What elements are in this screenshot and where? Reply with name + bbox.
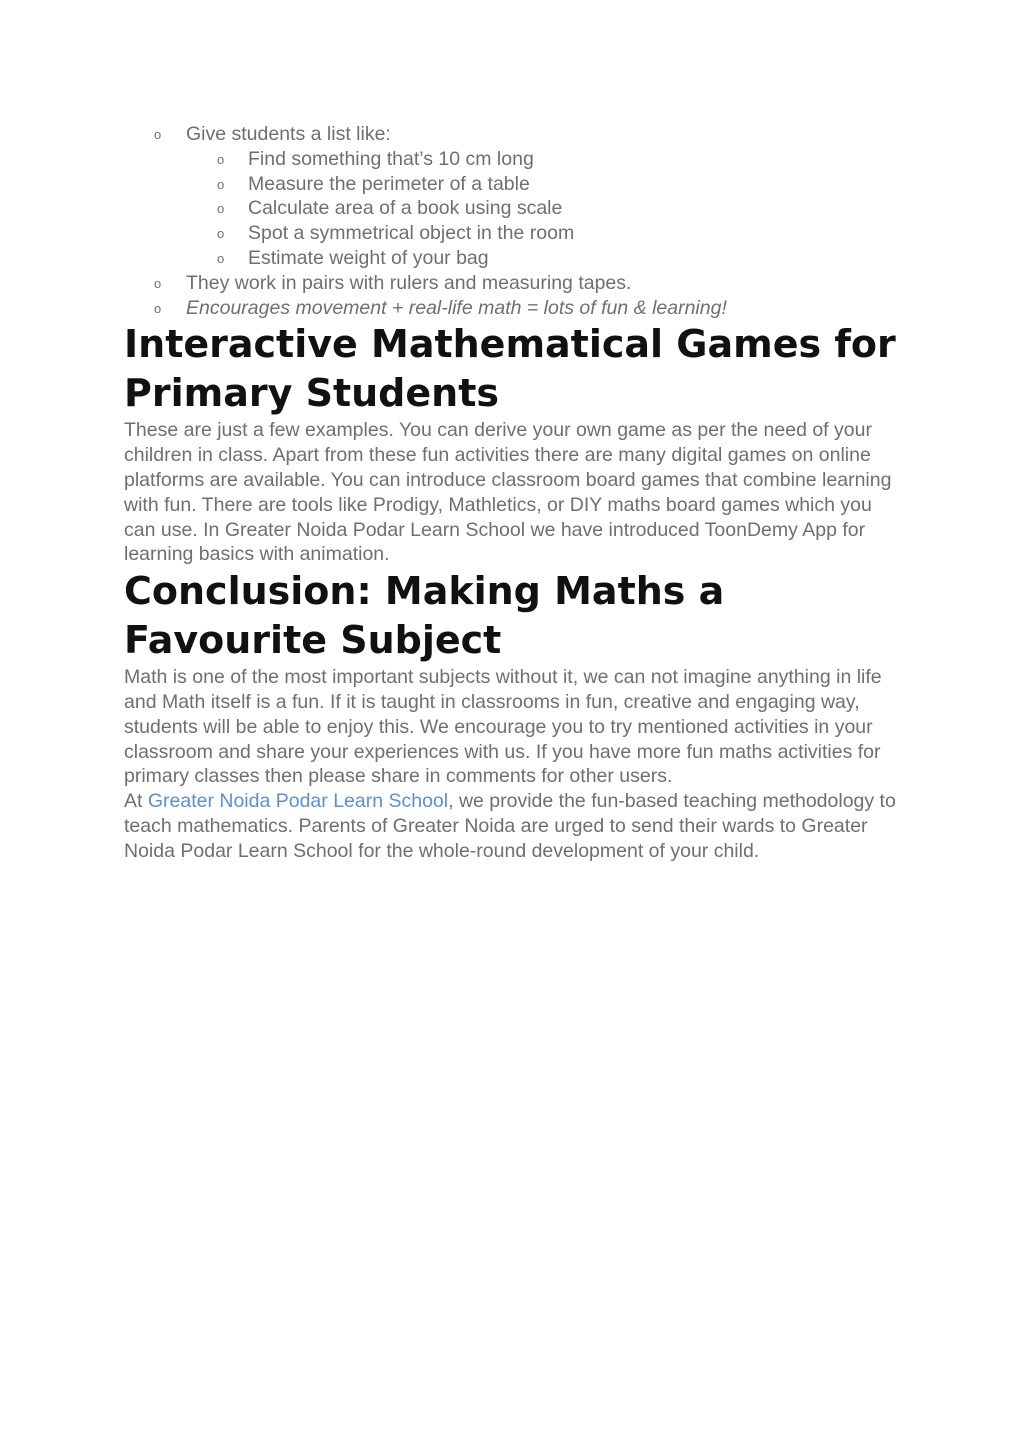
bullet-marker: o — [217, 250, 225, 266]
sub-list-item — [124, 246, 904, 271]
school-link[interactable]: Greater Noida Podar Learn School — [147, 790, 449, 813]
bullet-marker: o — [154, 300, 162, 316]
closing-prefix: At — [124, 790, 148, 813]
sub-list-item — [124, 221, 904, 246]
sub-list-item-text: Find something that’s 10 cm long — [248, 147, 534, 170]
closing-suffix: , we provide the fun-based teaching methodology to teach mathematics. Parents of Greater Noida are urged to send their wards to Greater Noida Podar Learn School for the whole-round development of your child. — [124, 790, 896, 862]
list-item — [124, 271, 904, 296]
bullet-marker: o — [154, 127, 162, 142]
conclusion-paragraph: Math is one of the most important subjects without it, we can not imagine anything in life and Math itself is a fun. If it is taught in classrooms in fun, creative and engaging way, students will be able to enjoy this. We encourage you to try mentioned activities in your classroom and share your experiences with us. If you have more fun maths activities for primary classes then please share in comments for other users. — [124, 666, 882, 788]
bullet-marker: o — [217, 151, 225, 167]
sub-list-item — [124, 172, 904, 197]
bullet-marker: o — [217, 226, 225, 242]
games-heading: Interactive Mathematical Games for Primary Students — [124, 322, 896, 416]
bullet-marker: o — [154, 275, 162, 291]
sub-list-item-text: Calculate area of a book using scale — [248, 197, 563, 220]
list-item — [124, 296, 904, 321]
list-item-text-italic: Encourages movement + real-life math = lots of fun & learning! — [186, 296, 727, 319]
closing-paragraph — [124, 789, 904, 863]
games-paragraph: These are just a few examples. You can derive your own game as per the need of your children in class. Apart from these fun activities there are many digital games on online platforms are available. You can introduce classroom board games that combine learning with fun. There are tools like Prodigy, Mathletics, or DIY maths board games which you can use. In Greater Noida Podar Learn School we have introduced ToonDemy App for learning basics with animation. — [124, 419, 892, 566]
activity-list — [124, 122, 904, 320]
list-item-text: They work in pairs with rulers and measuring tapes. — [186, 271, 632, 294]
list-item — [124, 122, 904, 147]
sub-list-item — [124, 196, 904, 221]
bullet-marker: o — [217, 201, 225, 217]
conclusion-heading: Conclusion: Making Maths a Favourite Subject — [124, 569, 725, 663]
sub-list-item — [124, 147, 904, 172]
sub-list-item-text: Estimate weight of your bag — [248, 246, 489, 269]
bullet-marker: o — [217, 176, 225, 192]
document-content — [124, 122, 904, 864]
sub-list-item-text: Measure the perimeter of a table — [248, 172, 530, 195]
list-item-text: Give students a list like: — [186, 123, 391, 145]
sub-list-item-text: Spot a symmetrical object in the room — [248, 222, 575, 245]
